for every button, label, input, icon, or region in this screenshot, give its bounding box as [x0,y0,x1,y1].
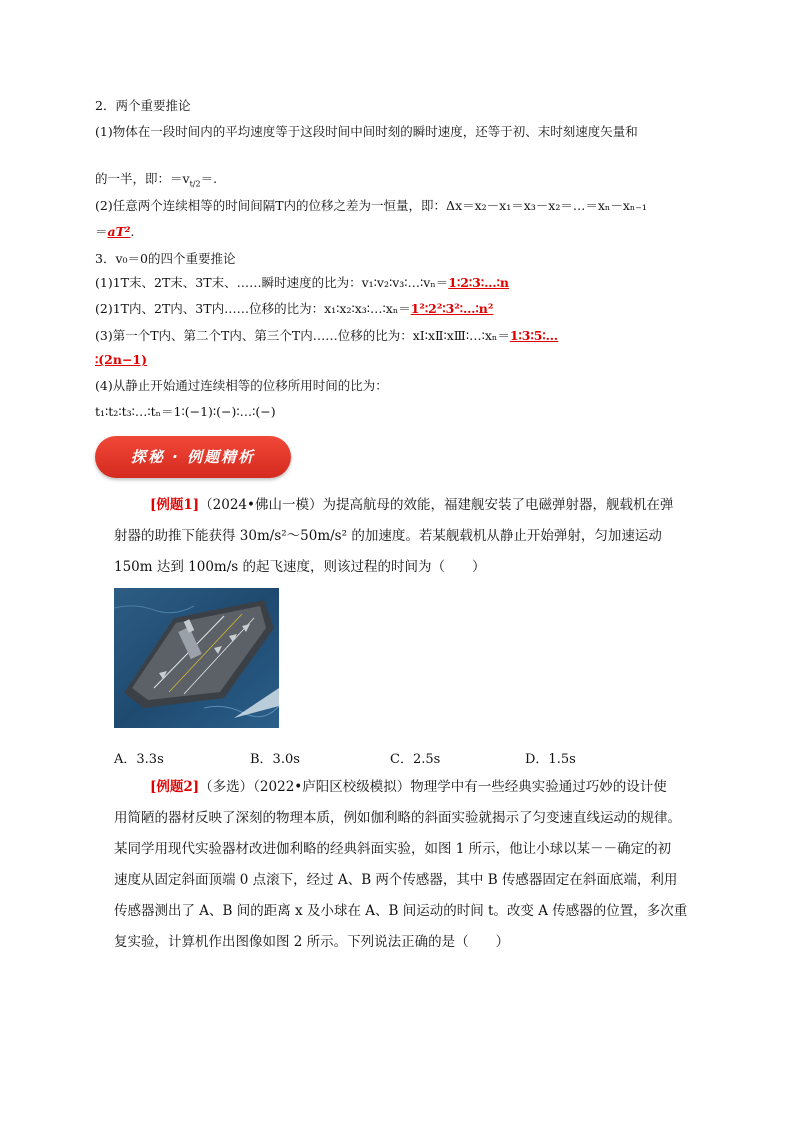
section-3-item-4: (4)从静止开始通过连续相等的位移所用时间的比为： [95,378,388,393]
section-2-item-1-line-2 [95,171,217,189]
example-2-text-1: （多选）（2022•庐阳区校级模拟）物理学中有一些经典实验通过巧妙的设计使 [199,779,667,795]
answer-interval-ratio-cont: ∶(2n−1) [95,352,148,367]
formula-text: 的一半，即：＝v [95,171,190,186]
example-2-line-1 [114,772,714,803]
section-3-item-2 [95,301,493,316]
example-2-line-2: 用简陋的器材反映了深刻的物理本质，例如伽利略的斜面实验就揭示了匀变速直线运动的规律。 [114,810,681,826]
period: . [130,224,135,239]
example-2 [114,772,714,958]
example-2-tag: [例题2] [150,779,200,795]
example-2-line-5: 传感器测出了 A、B 间的距离 x 及小球在 A、B 间运动的时间 t。改变 A 传感器的位置，多次重 [114,903,688,919]
answer-displacement-ratio: 1²∶2²∶3²∶…∶n² [410,301,494,316]
answer-interval-ratio: 1∶3∶5∶… [509,328,559,343]
example-1 [114,490,714,583]
equals-sign: ＝ [95,224,108,239]
answer-velocity-ratio: 1∶2∶3∶…∶n [448,275,509,290]
example-1-text-1: （2024•佛山一模）为提高航母的效能，福建舰安装了电磁弹射器，舰载机在弹 [199,497,674,513]
section-3-item-1 [95,275,509,290]
option-c[interactable]: C．2.5s [390,752,441,767]
section-2-heading: 2．两个重要推论 [95,98,191,113]
formula-subscript: t/2 [189,179,201,189]
item-text: (2)1T内、2T内、3T内……位移的比为：x₁∶x₂∶x₃∶…∶xₙ＝ [95,301,411,316]
example-1-tag: [例题1] [150,497,200,513]
example-2-line-4: 速度从固定斜面顶端 0 点滚下，经过 A、B 两个传感器，其中 B 传感器固定在斜面底端，利用 [114,872,678,888]
section-3-item-3-cont [95,352,147,367]
section-2-item-2-line-2 [95,224,134,239]
section-banner [95,436,291,478]
example-1-line-3: 150m 达到 100m/s 的起飞速度，则该过程的时间为（ ） [114,559,486,575]
answer-aT2: aT² [107,224,131,239]
section-3-heading: 3．v₀＝0的四个重要推论 [95,251,236,266]
example-2-line-3: 某同学用现代实验器材改进伽利略的经典斜面实验，如图 1 所示，他让小球以某－－确定的初 [114,841,672,857]
example-1-line-1 [114,490,714,521]
option-d[interactable]: D．1.5s [525,752,576,767]
example-2-line-6: 复实验，计算机作出图像如图 2 所示。下列说法正确的是（ ） [114,934,510,950]
section-3-item-3 [95,328,558,343]
option-a[interactable]: A．3.3s [114,752,164,767]
option-b[interactable]: B．3.0s [250,752,300,767]
aircraft-carrier-photo [114,588,279,728]
example-1-line-2: 射器的助推下能获得 30m/s²～50m/s² 的加速度。若某舰载机从静止开始弹射，匀加速运动 [114,528,662,544]
section-3-item-4-formula: t₁∶t₂∶t₃∶…∶tₙ＝1∶(−1)∶(−)∶…∶(−) [95,404,276,419]
item-text: (1)1T末、2T末、3T末、……瞬时速度的比为：v₁∶v₂∶v₃∶…∶vₙ＝ [95,275,449,290]
section-2-item-2-line-1: (2)任意两个连续相等的时间间隔T内的位移之差为一恒量，即：Δx＝x₂－x₁＝x₃－x₂＝…＝xₙ－xₙ₋₁ [95,198,647,213]
banner-label: 探秘 · 例题精析 [130,448,256,466]
section-2-item-1-line-1: (1)物体在一段时间内的平均速度等于这段时间中间时刻的瞬时速度，还等于初、末时刻速度矢量和 [95,124,638,139]
item-text: (3)第一个T内、第二个T内、第三个T内……位移的比为：xⅠ∶xⅡ∶xⅢ∶…∶xₙ＝ [95,328,510,343]
formula-end: ＝. [200,171,218,186]
